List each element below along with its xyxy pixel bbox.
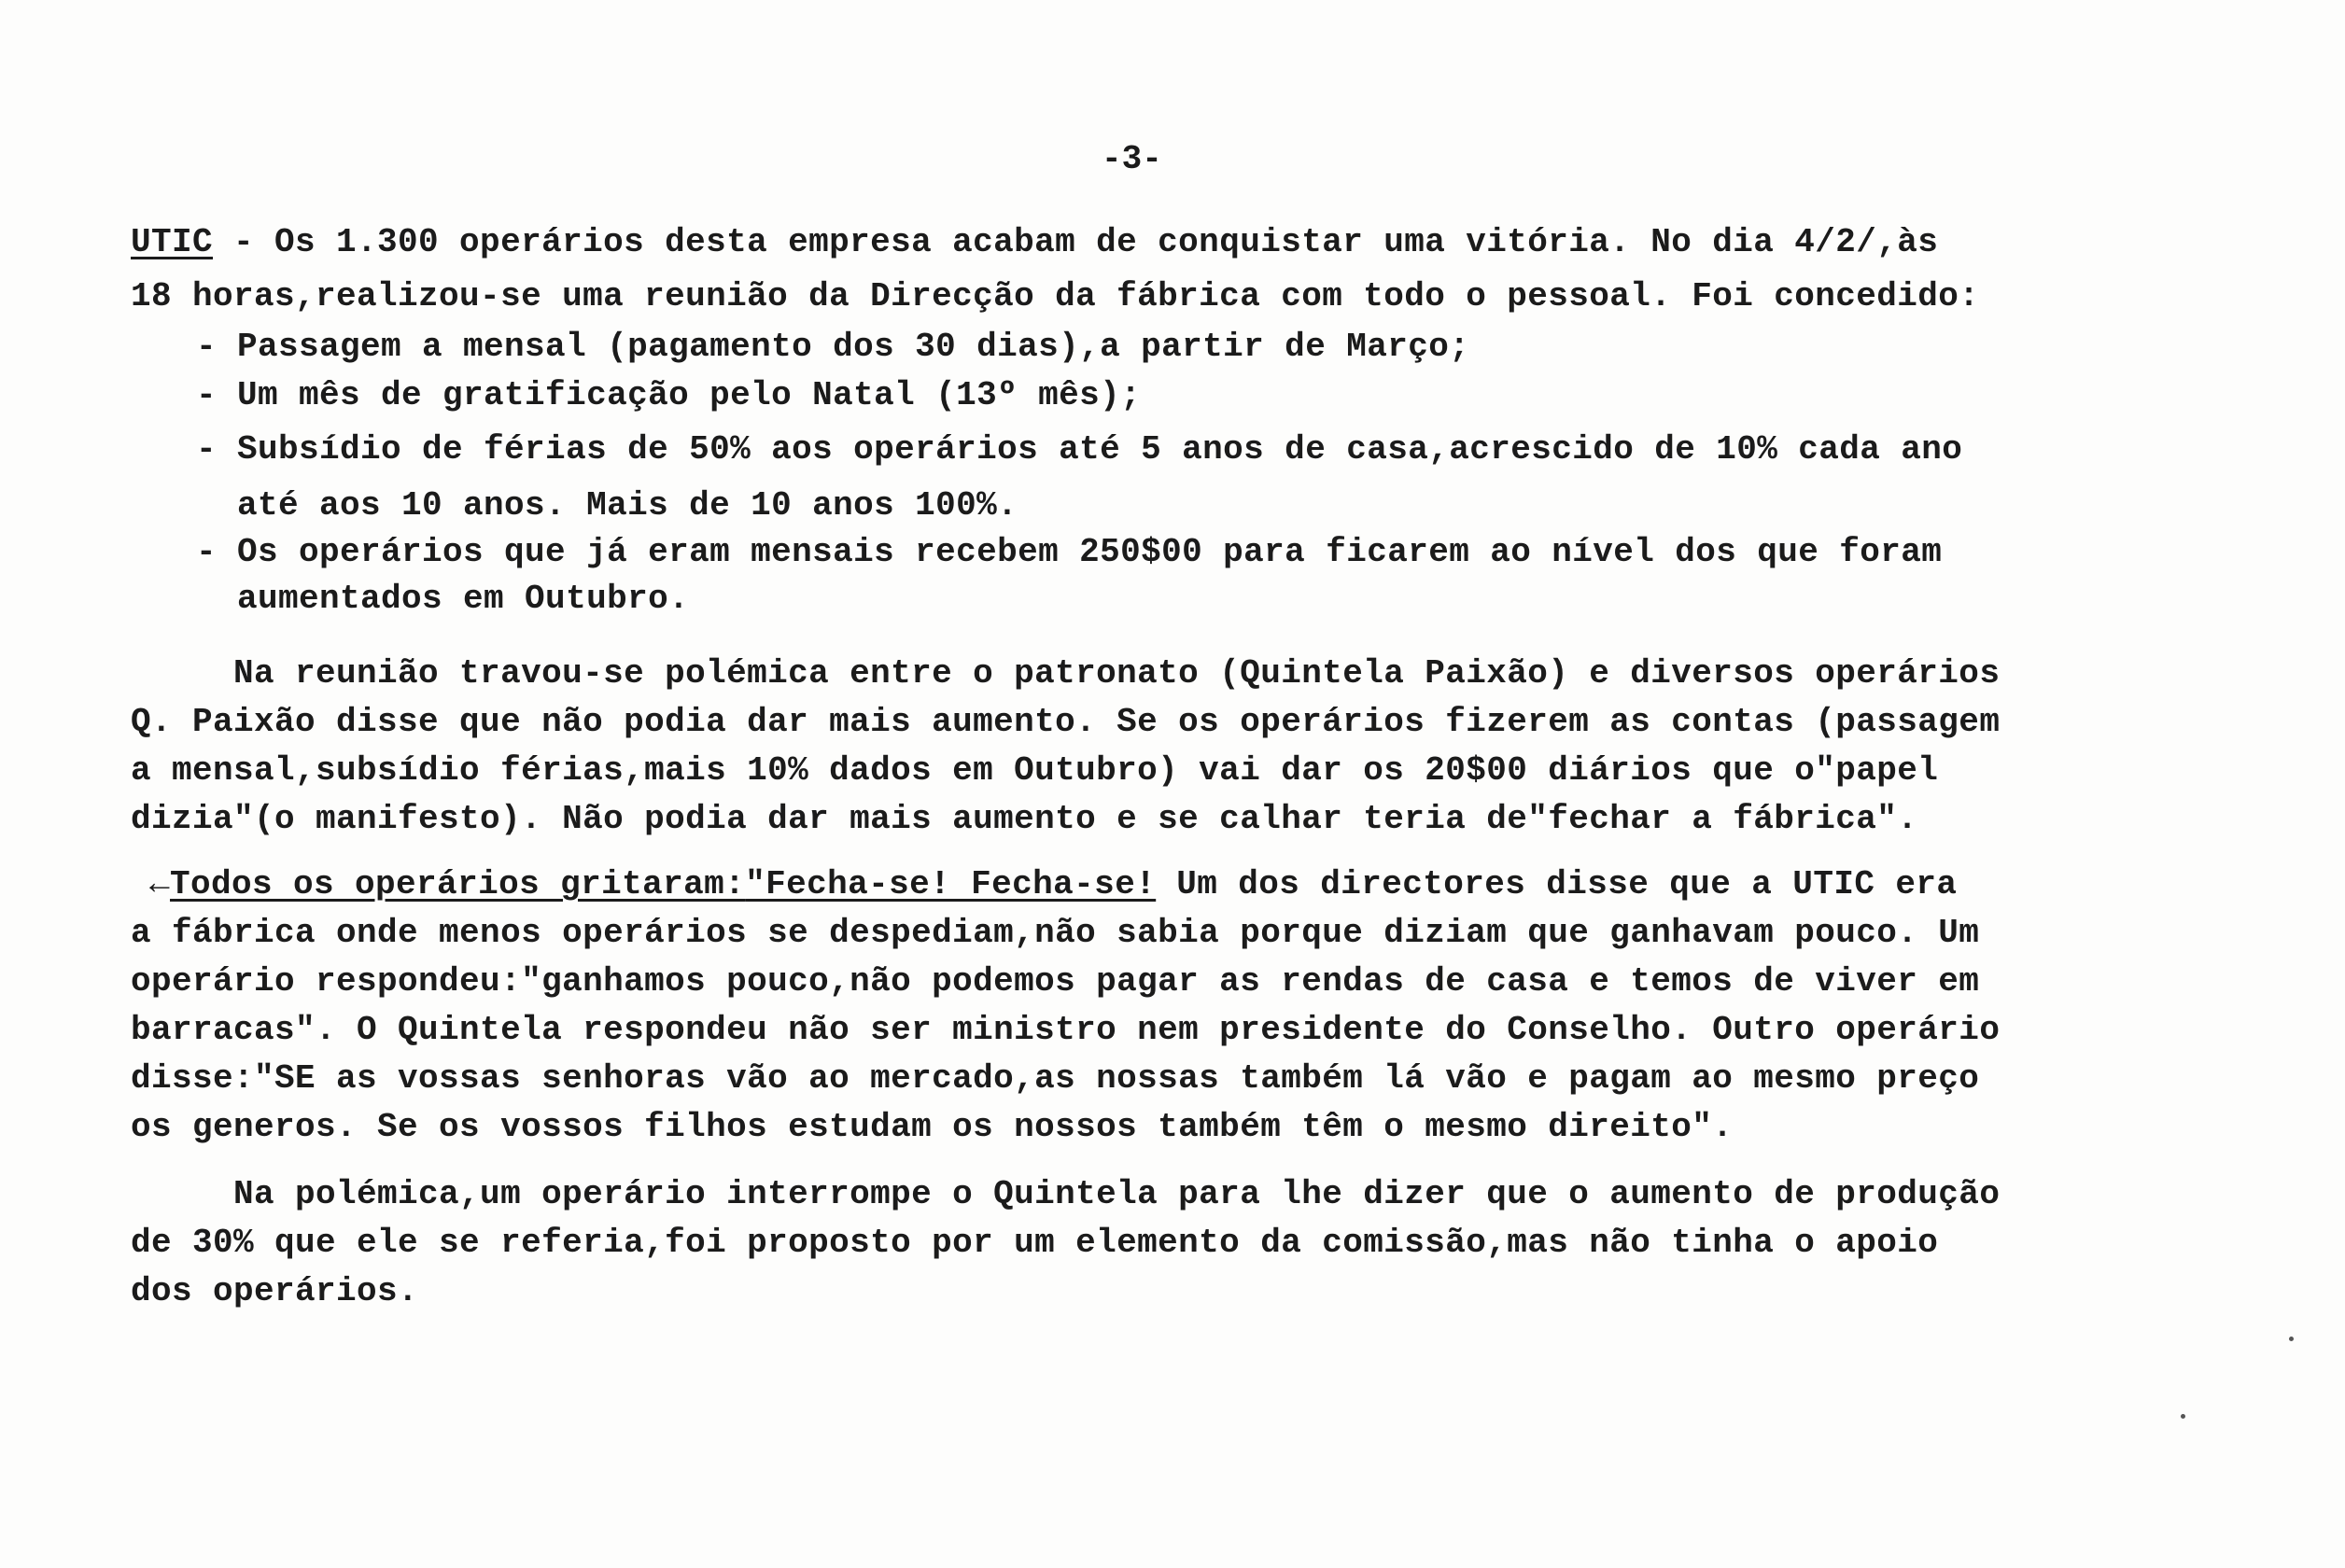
paragraph-2-line: a mensal,subsídio férias,mais 10% dados em Outubro) vai dar os 20$00 diários que o"papel (131, 751, 1939, 790)
paragraph-4-line: dos operários. (131, 1272, 419, 1310)
paragraph-4-line: de 30% que ele se referia,foi proposto por um elemento da comissão,mas não tinha o apoio (131, 1224, 1939, 1262)
company-name: UTIC (131, 223, 214, 261)
scan-speck (2289, 1337, 2294, 1341)
paragraph-1-line-2: 18 horas,realizou-se uma reunião da Direcção da fábrica com todo o pessoal. Foi concedido: (131, 277, 1980, 315)
paragraph-3-line: disse:"SE as vossas senhoras vão ao mercado,as nossas também lá vão e pagam ao mesmo preço (131, 1059, 1980, 1098)
paragraph-3-line: a fábrica onde menos operários se despediam,não sabia porque diziam que ganhavam pouco. Um (131, 914, 1980, 952)
paragraph-2-line: Q. Paixão disse que não podia dar mais aumento. Se os operários fizerem as contas (passagem (131, 703, 2001, 741)
left-arrow-icon: ← (149, 865, 171, 903)
bullet-item: - Os operários que já eram mensais recebem 250$00 para ficarem ao nível dos que foram (196, 533, 1943, 571)
paragraph-3-lead: Todos os operários gritaram: (170, 865, 746, 903)
bullet-item: - Passagem a mensal (pagamento dos 30 dias),a partir de Março; (196, 328, 1470, 366)
scan-speck (2181, 1414, 2185, 1419)
paragraph-3-line-1-rest: Um dos directores disse que a UTIC era (1156, 865, 1958, 903)
paragraph-2-line: dizia"(o manifesto). Não podia dar mais aumento e se calhar teria de"fechar a fábrica". (131, 800, 1918, 838)
page-number: -3- (1102, 140, 1162, 178)
paragraph-3-line: os generos. Se os vossos filhos estudam os nossos também têm o mesmo direito". (131, 1108, 1734, 1146)
paragraph-3-line: barracas". O Quintela respondeu não ser ministro nem presidente do Conselho. Outro operário (131, 1011, 2001, 1049)
paragraph-4-line: Na polémica,um operário interrompe o Quintela para lhe dizer que o aumento de produção (131, 1175, 2001, 1213)
paragraph-1-line-1 (131, 222, 1938, 263)
bullet-item: - Um mês de gratificação pelo Natal (13º mês); (196, 376, 1142, 414)
paragraph-2-line: Na reunião travou-se polémica entre o patronato (Quintela Paixão) e diversos operários (131, 654, 2001, 693)
bullet-item-continuation: aumentados em Outubro. (196, 580, 690, 618)
paragraph-3-line-1 (149, 864, 1957, 905)
paragraph-3-line: operário respondeu:"ganhamos pouco,não podemos pagar as rendas de casa e temos de viver em (131, 962, 1980, 1001)
bullet-item-continuation: até aos 10 anos. Mais de 10 anos 100%. (196, 486, 1018, 525)
shout-text: "Fecha-se! Fecha-se! (745, 865, 1157, 903)
bullet-item: - Subsídio de férias de 50% aos operários até 5 anos de casa,acrescido de 10% cada ano (196, 430, 1963, 469)
paragraph-1-line-1-text: - Os 1.300 operários desta empresa acabam de conquistar uma vitória. No dia 4/2/,às (213, 223, 1939, 261)
